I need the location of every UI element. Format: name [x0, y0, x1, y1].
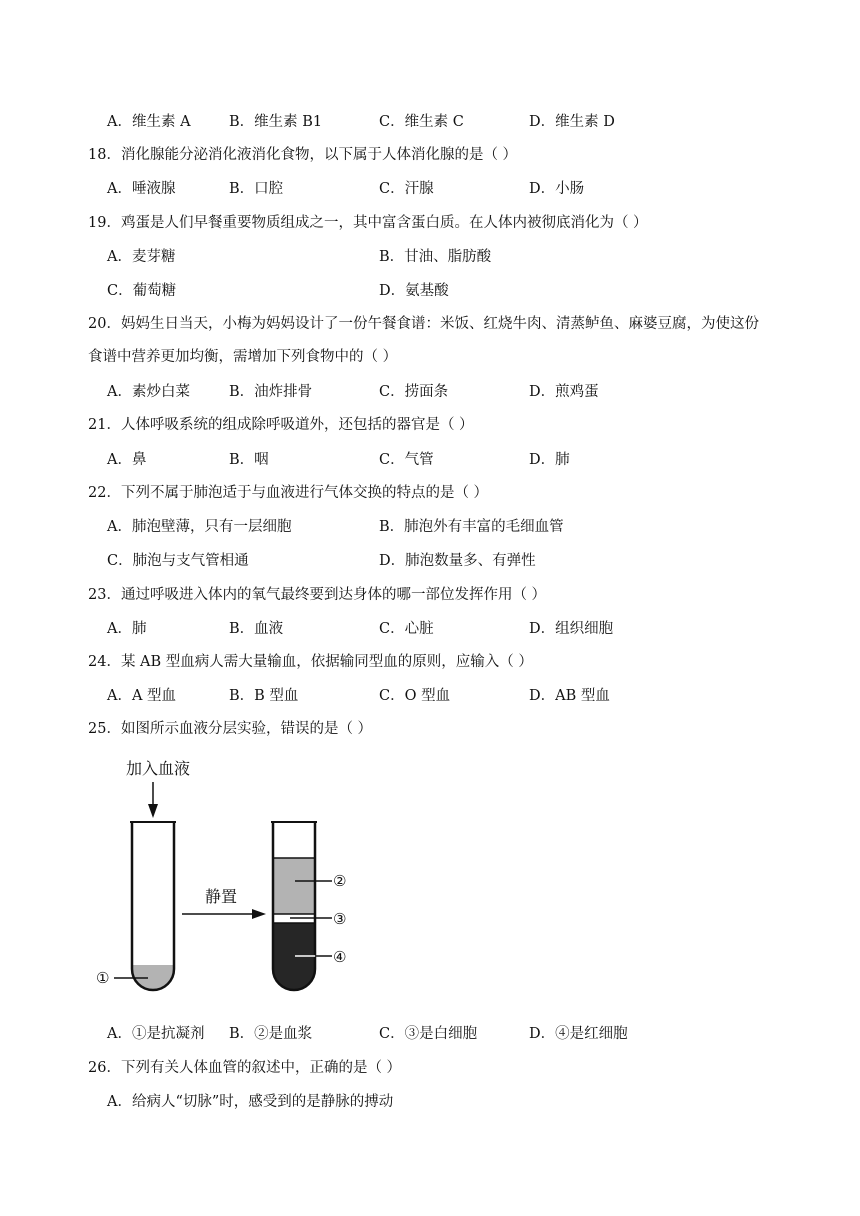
q24-option-a: A．A 型血: [107, 688, 177, 704]
q23-option-c: C．心脏: [379, 621, 434, 637]
q22-option-d: D．肺泡数量多、有弹性: [379, 553, 536, 569]
right-tube-empty-top: [273, 822, 315, 858]
figure-marker-2: ②: [333, 872, 347, 890]
figure-marker-4: ④: [333, 948, 347, 966]
q19-option-a: A．麦芽糖: [107, 249, 176, 265]
q26-option-a: A．给病人“切脉”时，感受到的是静脉的搏动: [107, 1094, 394, 1110]
q22-option-a: A．肺泡壁薄，只有一层细胞: [107, 519, 292, 535]
q24-option-b: B．B 型血: [229, 688, 299, 704]
q20-stem-line1: 20．妈妈生日当天，小梅为妈妈设计了一份午餐食谱：米饭、红烧牛肉、清蒸鲈鱼、麻婆豆腐，为使这份: [88, 316, 759, 332]
q18-option-d: D．小肠: [529, 181, 585, 197]
q20-option-a: A．素炒白菜: [107, 384, 190, 400]
q17-option-d: D．维生素 D: [529, 114, 615, 130]
q20-option-b: B．油炸排骨: [229, 384, 313, 400]
q22-option-b: B．肺泡外有丰富的毛细血管: [379, 519, 564, 535]
blood-layering-figure: [90, 752, 370, 997]
q23-stem: 23．通过呼吸进入体内的氧气最终要到达身体的哪一部位发挥作用（ ）: [88, 587, 547, 603]
q23-option-a: A．肺: [107, 621, 147, 637]
q20-option-d: D．煎鸡蛋: [529, 384, 599, 400]
figure-marker-1: ①: [96, 969, 110, 987]
q18-option-b: B．口腔: [229, 181, 284, 197]
q22-option-c: C．肺泡与支气管相通: [107, 553, 249, 569]
q23-option-d: D．组织细胞: [529, 621, 614, 637]
q23-option-b: B．血液: [229, 621, 284, 637]
q21-option-b: B．咽: [229, 452, 269, 468]
q21-option-d: D．肺: [529, 452, 570, 468]
q17-option-b: B．维生素 B1: [229, 114, 323, 130]
left-test-tube: [132, 822, 174, 990]
q21-option-a: A．鼻: [107, 452, 147, 468]
figure-label-add-blood: 加入血液: [126, 759, 191, 778]
q17-option-a: A．维生素 A: [107, 114, 191, 130]
q18-option-a: A．唾液腺: [107, 181, 176, 197]
q24-stem: 24．某 AB 型血病人需大量输血，依据输同型血的原则，应输入（ ）: [88, 654, 533, 670]
figure-marker-3: ③: [333, 910, 347, 928]
q18-option-c: C．汗腺: [379, 181, 434, 197]
right-tube-layer-plasma: [273, 858, 315, 914]
q21-stem: 21．人体呼吸系统的组成除呼吸道外，还包括的器官是（ ）: [88, 417, 474, 433]
q21-option-c: C．气管: [379, 452, 434, 468]
figure-label-standing: 静置: [205, 887, 238, 906]
q25-option-a: A．①是抗凝剂: [107, 1026, 205, 1042]
q19-option-b: B．甘油、脂肪酸: [379, 249, 492, 265]
q19-option-d: D．氨基酸: [379, 283, 449, 299]
q22-stem: 22．下列不属于肺泡适于与血液进行气体交换的特点的是（ ）: [88, 485, 489, 501]
q20-stem-line2: 食谱中营养更加均衡，需增加下列食物中的（ ）: [88, 349, 398, 365]
q19-stem: 19．鸡蛋是人们早餐重要物质组成之一，其中富含蛋白质。在人体内被彻底消化为（ ）: [88, 215, 648, 231]
q18-stem: 18．消化腺能分泌消化液消化食物，以下属于人体消化腺的是（ ）: [88, 147, 518, 163]
q24-option-d: D．AB 型血: [529, 688, 610, 704]
q25-option-d: D．④是红细胞: [529, 1026, 628, 1042]
q19-option-c: C．葡萄糖: [107, 283, 177, 299]
figure-right-arrow-head: [252, 909, 266, 919]
q25-option-c: C．③是白细胞: [379, 1026, 478, 1042]
figure-down-arrow-head: [148, 804, 158, 818]
q17-option-c: C．维生素 C: [379, 114, 464, 130]
q20-option-c: C．捞面条: [379, 384, 449, 400]
q24-option-c: C．O 型血: [379, 688, 451, 704]
q25-option-b: B．②是血浆: [229, 1026, 313, 1042]
q26-stem: 26．下列有关人体血管的叙述中，正确的是（ ）: [88, 1060, 402, 1076]
q25-stem: 25．如图所示血液分层实验，错误的是（ ）: [88, 721, 373, 737]
